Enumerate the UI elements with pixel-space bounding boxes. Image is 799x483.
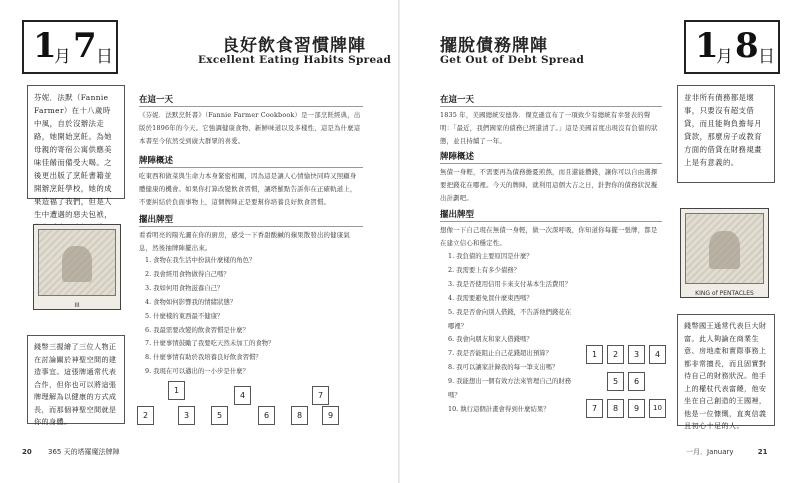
question-item: 4. 我需要避免買什麼東西嗎？ [448,293,533,302]
question-item: 6. 我會向朋友和家人借錢嗎？ [448,335,533,344]
tarot-figure [709,231,740,269]
spread-title-en: Excellent Eating Habits Spread [198,54,392,66]
sidebar-note-text: 芬妮．法默（Fannie Farmer）在十八歲時中風，自於沒辦法走路，她開始烹飪。為她母親的寄宿公寓供應美味佳餚而備受大喝。之後更出版了烹飪書籍並開辦烹飪學校，她的成果造福了我們，但是人生中遭遇的惡夫包袱， [34,93,112,219]
date-day: 8 [735,26,759,66]
spread-position-9: 9 [628,399,645,418]
section-rule [139,167,363,168]
tarot-card-three-of-pentacles [33,224,121,310]
date-day-unit: 日 [758,47,775,67]
date-box [22,20,118,74]
question-item: 5. 什麼樣的東西最不健康？ [145,311,224,320]
question-item: 3. 我如何用食物滋養自己？ [145,283,224,292]
sidebar-note-text: 並非所有債務都是壞事，只要沒有超支借貸，而且能夠負擔每月貸款，那麼房子或教育方面的借貸在財務規畫上是有意義的。 [684,93,762,167]
question-item: 2. 我需要上有多少債務？ [448,265,521,274]
spread-position-2: 2 [137,406,154,425]
question-item: 7. 什麼事情鼓勵了我要吃天然未加工的食物？ [145,339,275,348]
spread-position-3: 3 [628,345,645,364]
question-list [145,254,365,379]
spread-position-5: 5 [211,406,228,425]
spread-position-9: 9 [322,406,339,425]
section-rule [440,106,662,107]
spread-position-6: 6 [258,406,275,425]
date-month: 1 [695,26,719,66]
question-item: 4. 食物如何影響我的情緒狀態？ [145,297,237,306]
question-item: 1. 食物在我生活中扮演什麼樣的角色？ [145,256,256,264]
question-item: 7. 我是否能阻止自己花錢超出預算？ [448,349,552,358]
paragraph-about: 1835 年，美國總統安德魯．傑克遜宣布了一項致少有總統有幸發表的聲明：「最近，我們國家的債務已經還清了。」這是美國首度出現沒有負債的狀態，並且持續了一年。 [440,111,658,145]
question-item: 9. 我現在可以邁出的一小步是什麼？ [145,367,249,376]
paragraph-summary: 吃東西和做菜與生命力本身緊密相關，因為這是讓人心情愉快同時又照顧身體健康的機會。如果你打算改變飲食習慣，讓塔羅點告訴你在正確軌道上，不要糾結於負面事物上，這個牌陣正是要幫你培養良好飲食習慣。 [139,172,357,206]
section-heading-summary: 牌陣概述 [440,152,475,162]
left-page [0,0,399,483]
section-rule [139,226,363,227]
spread-position-1: 1 [586,345,603,364]
question-item: 9. 我能想出一個有效方法來管理自己的財務嗎？ [448,377,572,400]
paragraph-spread: 想像一下自己現在無債一身輕，做一次深呼吸，你知道你每擺一張牌，都是在建立信心和穩定性。 [440,226,658,247]
question-item: 3. 我是否使用信用卡來支付基本生活費用？ [448,279,572,288]
question-item: 1. 我負債的主要原因是什麼？ [448,252,533,260]
spread-position-1: 1 [168,381,185,400]
right-page [400,0,799,483]
page-number: 21 [757,448,768,456]
sidebar-note-bottom [677,314,775,430]
sidebar-note-bottom [27,335,125,424]
paragraph-spread: 看看明亮的陽光灑在你的廚房，感受一下香甜酸鹹的蘋果散發出的健康氣息，然後抽牌陣擺出來。 [139,231,350,252]
tarot-card-art [38,229,116,296]
spread-position-4: 4 [234,386,251,405]
book-title: 365 天的塔羅魔法牌陣 [47,448,120,456]
tarot-card-king-of-pentacles [680,208,769,298]
spread-title-en: Get Out of Debt Spread [440,54,585,66]
question-list [448,250,576,417]
section-heading-about: 在這一天 [139,95,174,105]
paragraph-about: 《芬妮．法默烹飪書》（Fannie Farmer Cookbook）是一部烹飪經典，出版於1896年的今天。它強調健康食物、新鮮味道以及多樣性，這是為什麼這本書至今依然受到廣大群眾的喜愛。 [139,111,361,145]
section-rule [440,163,662,164]
spread-position-7: 7 [586,399,603,418]
date-day: 7 [73,26,97,66]
spread-position-10: 10 [649,399,666,418]
tarot-card-label: KING of PENTACLES [695,290,754,297]
date-box [684,20,780,74]
spread-position-7: 7 [312,386,329,405]
page-number: 20 [22,448,32,456]
section-rule [139,106,363,107]
spread-position-8: 8 [607,399,624,418]
section-heading-about: 在這一天 [440,95,475,105]
question-item: 10. 執行這個計畫會得到什麼結果？ [448,404,550,413]
question-item: 8. 什麼事情有助於我培養良好飲食習慣？ [145,353,262,362]
sidebar-note-text: 錢幣三握繪了三位人物正在討論關於神聖空間的建造事宜。這張牌通常代表合作，但你也可以將這張牌理解為以健康的方式成長，而那個神聖空間就是你的身體。 [34,342,117,426]
section-heading-spread: 擺出牌型 [139,215,174,225]
tarot-card-art [685,213,764,284]
tarot-card-label: III [74,302,80,309]
page-footer [686,447,768,457]
question-item: 2. 我會經用食物做得自己嗎？ [145,269,230,278]
question-item: 5. 我是否會向別人借錢，不告訴他們錢花在哪裡？ [448,307,572,330]
spread-position-3: 3 [178,406,195,425]
spread-position-8: 8 [291,406,308,425]
date-day-unit: 日 [96,47,113,67]
sidebar-note-top [677,85,775,183]
date-month-unit: 月 [54,47,71,67]
section-heading-summary: 牌陣概述 [139,156,174,166]
sidebar-note-text: 錢幣國王通常代表巨大財富。此人夠論在商業生意、房地產和實際事務上都非常擅長，而且固實對待自己的財務狀況。他手上的權杖代表富饒，他安坐在自己創造的王國裡，他是一位慷慨，直爽信義且初心十足的人。 [684,321,767,430]
spread-title-zh: 良好飲食習慣牌陣 [222,36,366,56]
spread-position-2: 2 [607,345,624,364]
date-month: 1 [33,26,57,66]
spread-title-zh: 擺脫債務牌陣 [440,36,548,56]
month-label: 一月．January [686,448,734,456]
spread-position-4: 4 [649,345,666,364]
sidebar-note-top [27,85,125,219]
spread-position-5: 5 [607,372,624,391]
tarot-figure [62,246,92,282]
section-heading-spread: 擺出牌型 [440,210,475,220]
section-rule [440,221,662,222]
date-month-unit: 月 [716,47,733,67]
page-footer [22,447,120,457]
paragraph-summary: 無債一身輕，不需要再為債務擔憂煎熬，而且還能攢錢，讓你可以自由選擇要把錢花在哪裡。今天的牌陣，就利用這個大吉之日，針對你的債務狀況擬出計劃吧。 [440,168,658,202]
question-item: 8. 我可以讓家計錄我的每一筆支出嗎？ [448,363,559,372]
spread-position-6: 6 [628,372,645,391]
question-item: 6. 我最需要改變的飲食習慣是什麼？ [145,325,249,334]
